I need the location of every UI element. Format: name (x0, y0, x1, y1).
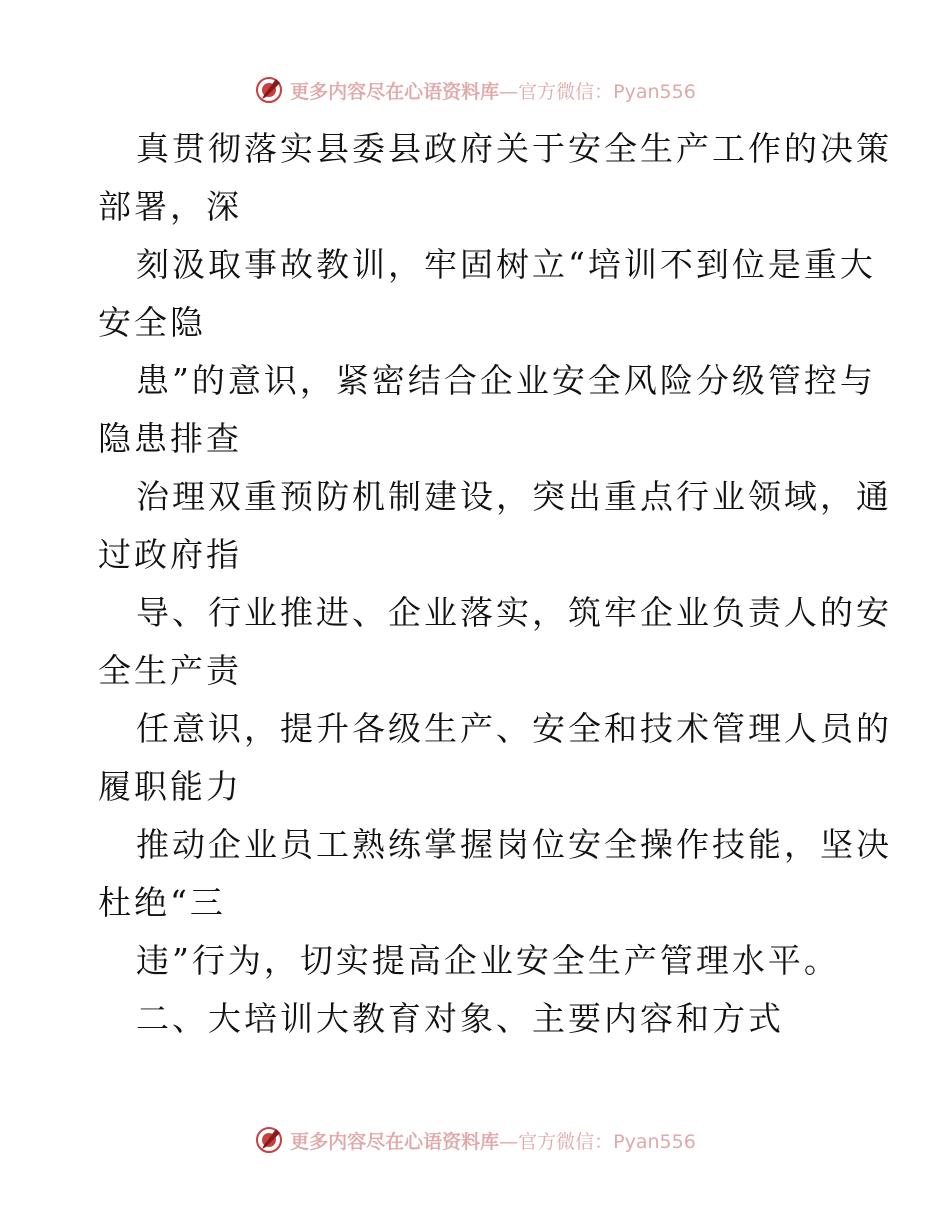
footer-watermark (0, 1122, 950, 1158)
text-line: 过政府指 (98, 535, 242, 574)
text-line: 隐患排查 (98, 419, 242, 458)
text-line: 部署，深 (98, 187, 242, 226)
text-line: 刻汲取事故教训，牢固树立“培训不到位是重大 (136, 245, 876, 284)
text-line: 患”的意识，紧密结合企业安全风险分级管控与 (136, 361, 876, 400)
text-line: 真贯彻落实县委县政府关于安全生产工作的决策 (136, 129, 892, 168)
text-line: 治理双重预防机制建设，突出重点行业领域，通 (136, 477, 892, 516)
quill-logo-icon (254, 75, 284, 105)
text-line: 任意识，提升各级生产、安全和技术管理人员的 (136, 709, 892, 748)
quill-logo-icon (254, 1125, 284, 1155)
watermark-sub-text: —官方微信：Pyan556 (499, 80, 696, 103)
watermark-main-text: 更多内容尽在心语资料库 (290, 1130, 500, 1153)
text-line: 履职能力 (98, 767, 242, 806)
text-line: 全生产责 (98, 651, 242, 690)
document-body (98, 120, 892, 1048)
text-line: 导、行业推进、企业落实，筑牢企业负责人的安 (136, 593, 892, 632)
text-line: 推动企业员工熟练掌握岗位安全操作技能，坚决 (136, 825, 892, 864)
text-line: 违”行为，切实提高企业安全生产管理水平。 (136, 941, 840, 980)
text-line: 安全隐 (98, 303, 206, 342)
header-watermark (0, 72, 950, 108)
text-line: 杜绝“三 (98, 883, 226, 922)
watermark-sub-text: —官方微信：Pyan556 (499, 1130, 696, 1153)
watermark-main-text: 更多内容尽在心语资料库 (290, 80, 500, 103)
section-heading: 二、大培训大教育对象、主要内容和方式 (136, 999, 784, 1038)
